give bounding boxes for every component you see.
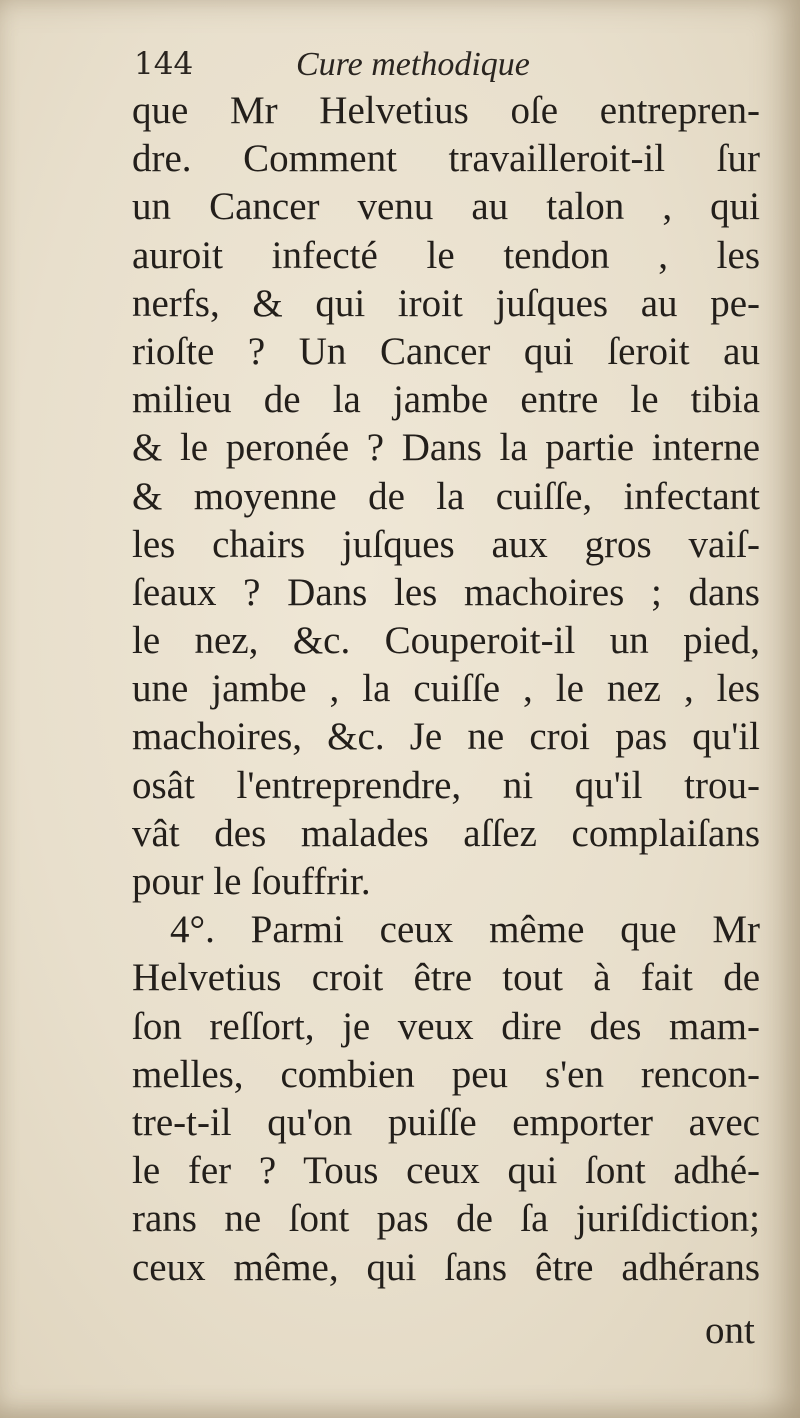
- text-line: ſeaux ? Dans les machoires ; dans: [132, 570, 760, 614]
- text-line: ſon reſſort, je veux dire des mam-: [132, 1004, 760, 1048]
- text-line: rioſte ? Un Cancer qui ſeroit au: [132, 329, 760, 373]
- text-line: pour le ſouffrir.: [132, 860, 371, 903]
- text-line: 4°. Parmi ceux même que Mr: [170, 908, 760, 952]
- text-line: les chairs juſques aux gros vaiſ-: [132, 522, 760, 566]
- text-line: Helvetius croit être tout à fait de: [132, 956, 760, 1000]
- page-number: 144: [134, 46, 194, 82]
- text-line: nerfs, & qui iroit juſques au pe-: [132, 281, 760, 325]
- catchword: ont: [705, 1309, 755, 1352]
- text-line: le fer ? Tous ceux qui ſont adhé-: [132, 1149, 760, 1193]
- text-line: osât l'entreprendre, ni qu'il trou-: [132, 763, 760, 807]
- page-header: [134, 46, 774, 92]
- text-line: dre. Comment travailleroit-il ſur: [132, 137, 760, 181]
- text-line: une jambe , la cuiſſe , le nez , les: [132, 667, 760, 711]
- text-line: auroit infecté le tendon , les: [132, 233, 760, 277]
- text-line: vât des malades aſſez complaiſans: [132, 811, 760, 855]
- text-line: un Cancer venu au talon , qui: [132, 185, 760, 229]
- text-line: tre-t-il qu'on puiſſe emporter avec: [132, 1100, 760, 1144]
- text-line: rans ne ſont pas de ſa juriſdiction;: [132, 1197, 760, 1241]
- text-line: le nez, &c. Couperoit-il un pied,: [132, 619, 760, 663]
- running-title: Cure methodique: [296, 46, 530, 83]
- text-line: machoires, &c. Je ne croi pas qu'il: [132, 715, 760, 759]
- text-line: melles, combien peu s'en rencon-: [132, 1052, 760, 1096]
- text-line: & le peronée ? Dans la partie interne: [132, 426, 760, 470]
- text-line: ceux même, qui ſans être adhérans: [132, 1245, 760, 1289]
- text-line: milieu de la jambe entre le tibia: [132, 378, 760, 422]
- text-line: que Mr Helvetius oſe entrepren-: [132, 89, 760, 132]
- body-text: [132, 87, 760, 1292]
- text-line: & moyenne de la cuiſſe, infectant: [132, 474, 760, 518]
